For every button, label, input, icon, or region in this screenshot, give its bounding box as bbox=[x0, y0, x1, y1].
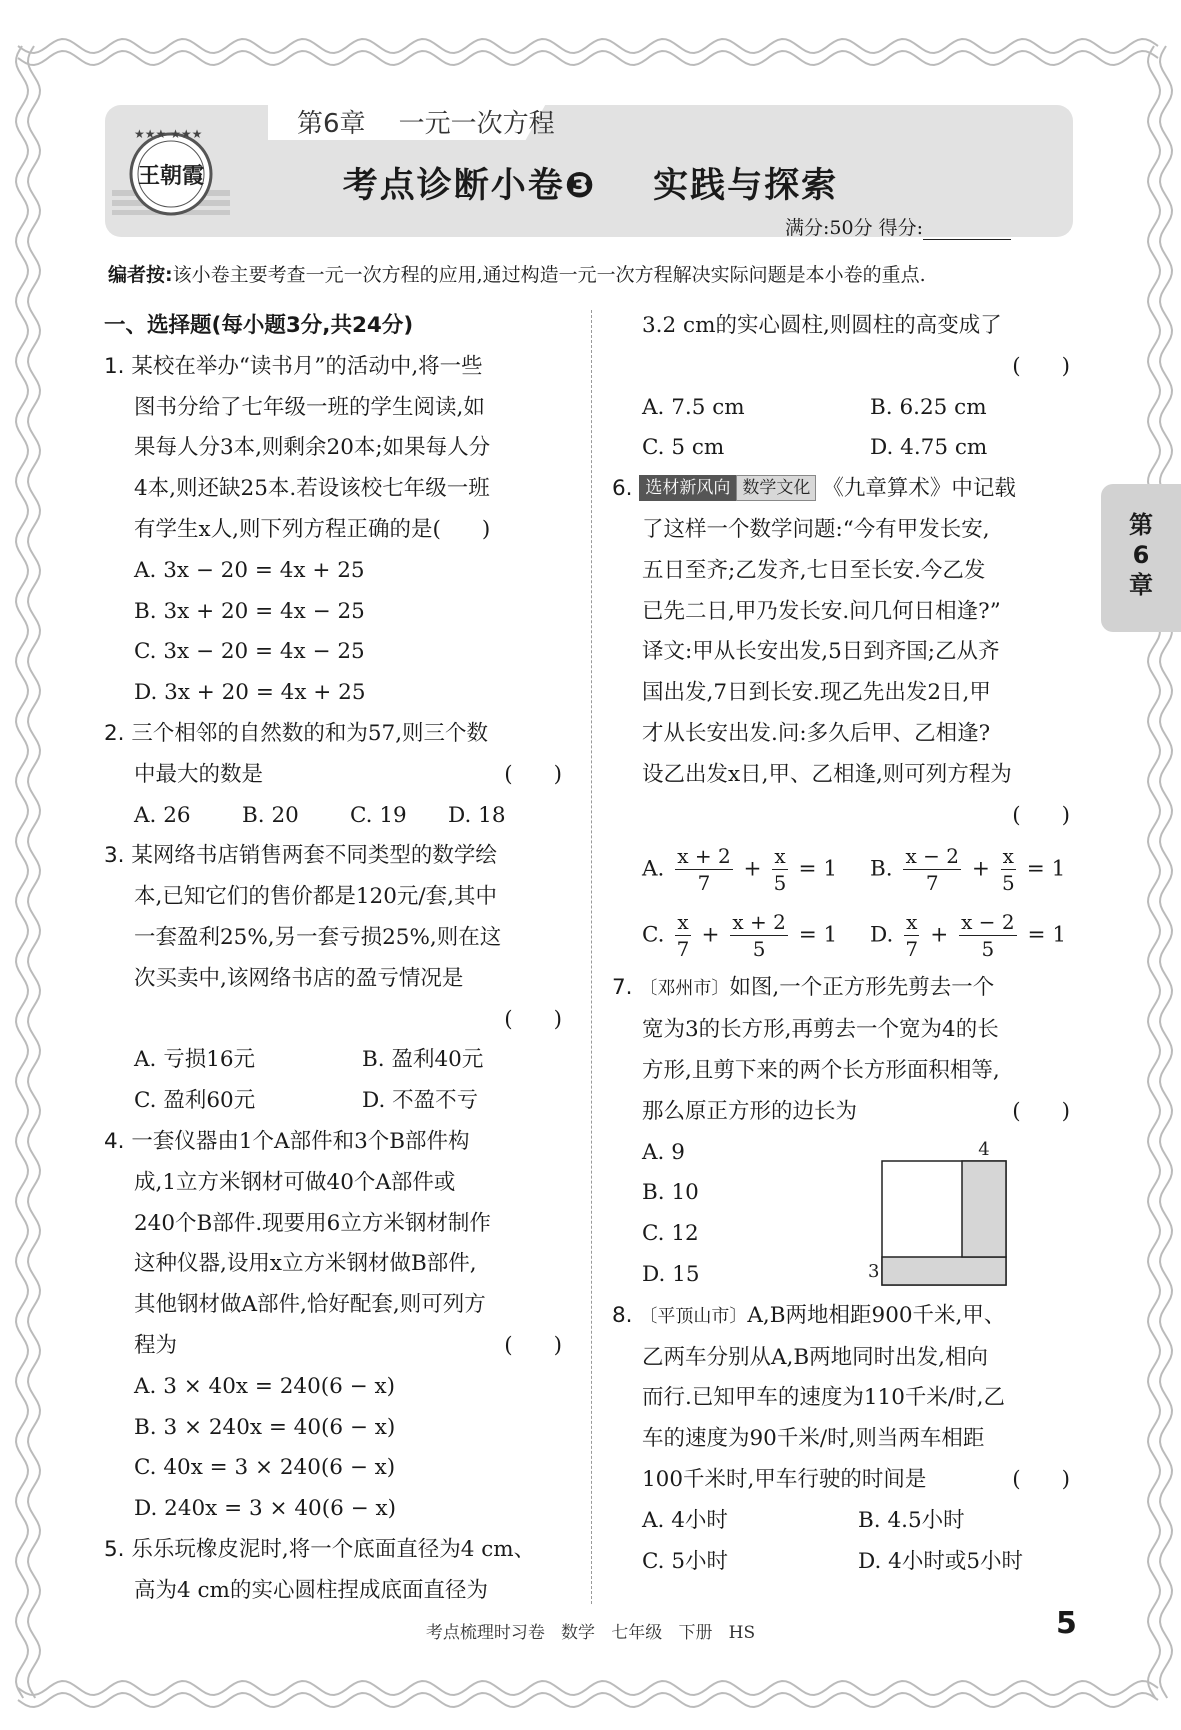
editor-note-label: 编者按: bbox=[108, 264, 173, 286]
plus-sign: + bbox=[930, 922, 949, 948]
score-blank bbox=[923, 221, 1011, 240]
option-d: D. 4小时或5小时 bbox=[858, 1548, 1023, 1574]
options-row bbox=[612, 836, 1082, 902]
question-text: 某网络书店销售两套不同类型的数学绘 bbox=[131, 843, 497, 869]
option-d: D. 不盈不亏 bbox=[362, 1088, 479, 1114]
denominator: 5 bbox=[752, 936, 766, 961]
option-a: A. 26 bbox=[134, 802, 191, 828]
question-2 bbox=[104, 714, 574, 836]
question-text: 那么原正方形的边长为 bbox=[642, 1098, 858, 1124]
numerator: x bbox=[1002, 843, 1014, 868]
option-b: B. 20 bbox=[242, 802, 299, 828]
options-row bbox=[104, 1081, 574, 1122]
option-d: D. 18 bbox=[448, 802, 506, 828]
option-d: D. 15 bbox=[642, 1261, 700, 1287]
option-c: C. 12 bbox=[642, 1221, 699, 1247]
options-row bbox=[612, 902, 1082, 968]
question-number: 8. bbox=[612, 1302, 633, 1328]
equation-rhs: = 1 bbox=[1026, 856, 1066, 882]
question-text: 而行.已知甲车的速度为110千米/时,乙 bbox=[642, 1385, 1005, 1411]
option-d: D. 3x + 20 = 4x + 25 bbox=[134, 680, 366, 706]
question-text: 3.2 cm的实心圆柱,则圆柱的高变成了 bbox=[642, 313, 1002, 338]
equation-rhs: = 1 bbox=[798, 922, 838, 948]
fraction bbox=[1001, 843, 1016, 896]
option-a bbox=[642, 843, 870, 896]
question-number: 2. bbox=[104, 720, 125, 746]
option-b: B. 6.25 cm bbox=[870, 394, 987, 420]
page-number: 5 bbox=[1056, 1606, 1077, 1641]
svg-text:★★★ ★★★: ★★★ ★★★ bbox=[134, 127, 203, 141]
denominator: 7 bbox=[676, 936, 690, 961]
question-number: 1. bbox=[104, 353, 125, 379]
equation-rhs: = 1 bbox=[798, 856, 838, 882]
plus-sign: + bbox=[971, 856, 990, 882]
option-c bbox=[642, 909, 870, 962]
question-text: 高为4 cm的实心圆柱捏成底面直径为 bbox=[134, 1577, 488, 1603]
denominator: 7 bbox=[697, 870, 711, 895]
chapter-label: 第6章 一元一次方程 bbox=[297, 109, 555, 139]
question-1 bbox=[104, 347, 574, 714]
numerator: x − 2 bbox=[905, 843, 959, 868]
chapter-side-label bbox=[1101, 510, 1181, 600]
score-line bbox=[785, 213, 1011, 240]
equation-rhs: = 1 bbox=[1027, 922, 1066, 948]
option-c: C. 盈利60元 bbox=[134, 1088, 256, 1114]
question-text: 果每人分3本,则剩余20本;如果每人分 bbox=[134, 435, 491, 461]
answer-bracket: ( ) bbox=[504, 1006, 562, 1032]
section-heading: 一、选择题(每小题3分,共24分) bbox=[104, 313, 414, 338]
option-b: B. 3 × 240x = 40(6 − x) bbox=[134, 1414, 396, 1440]
editor-note-text: 该小卷主要考查一元一次方程的应用,通过构造一元一次方程解决实际问题是本小卷的重点. bbox=[172, 264, 926, 286]
answer-bracket: ( ) bbox=[504, 1332, 562, 1358]
answer-bracket: ( ) bbox=[1012, 353, 1070, 379]
denominator: 5 bbox=[1001, 870, 1015, 895]
fraction bbox=[675, 843, 732, 896]
tag-new-trend: 选材新风向 bbox=[639, 475, 736, 501]
label-3: 3 bbox=[868, 1261, 880, 1282]
numerator: x + 2 bbox=[732, 909, 786, 934]
option-c: C. 40x = 3 × 240(6 − x) bbox=[134, 1455, 396, 1481]
question-text: 了这样一个数学问题:“今有甲发长安, bbox=[642, 516, 990, 542]
question-text: 设乙出发x日,甲、乙相逢,则可列方程为 bbox=[642, 761, 1012, 787]
question-text: 一套盈利25%,另一套亏损25%,则在这 bbox=[134, 924, 502, 950]
question-text: 已先二日,甲乃发长安.问几何日相逢?” bbox=[642, 598, 1001, 624]
option-c: C. 5小时 bbox=[642, 1548, 729, 1574]
question-8 bbox=[612, 1296, 1082, 1583]
plus-sign: + bbox=[701, 922, 720, 948]
option-b bbox=[870, 843, 1065, 896]
question-3 bbox=[104, 836, 574, 1122]
denominator: 5 bbox=[981, 936, 995, 961]
column-divider bbox=[591, 310, 592, 1604]
fraction bbox=[772, 843, 787, 896]
question-text: 本,已知它们的售价都是120元/套,其中 bbox=[134, 884, 497, 910]
fraction bbox=[730, 909, 787, 962]
question-5-continued bbox=[612, 306, 1082, 469]
option-c: C. 5 cm bbox=[642, 435, 725, 461]
numerator: x + 2 bbox=[677, 843, 731, 868]
options-row bbox=[612, 388, 1082, 429]
option-a: A. 3 × 40x = 240(6 − x) bbox=[134, 1373, 396, 1399]
option-a: A. 7.5 cm bbox=[642, 394, 745, 420]
answer-bracket: ( ) bbox=[1012, 1466, 1070, 1492]
cut-rect-width-4 bbox=[962, 1161, 1006, 1257]
question-4 bbox=[104, 1122, 574, 1530]
denominator: 5 bbox=[773, 870, 787, 895]
question-text: 成,1立方米钢材可做40个A部件或 bbox=[134, 1169, 456, 1195]
question-text: 乙两车分别从A,B两地同时出发,相向 bbox=[642, 1344, 988, 1370]
numerator: x bbox=[677, 909, 689, 934]
question-text: 如图,一个正方形先剪去一个 bbox=[729, 975, 995, 1001]
question-text: 译文:甲从长安出发,5日到齐国;乙从齐 bbox=[642, 639, 1000, 665]
region-tag: 〔邓州市〕 bbox=[639, 978, 730, 1000]
option-label: C. bbox=[642, 922, 665, 948]
question-text: 三个相邻的自然数的和为57,则三个数 bbox=[131, 720, 489, 746]
fraction bbox=[903, 843, 960, 896]
option-a: A. 4小时 bbox=[642, 1507, 728, 1533]
right-column bbox=[612, 306, 1082, 1582]
question-text: 100千米时,甲车行驶的时间是 bbox=[642, 1466, 927, 1492]
side-tab-line: 6 bbox=[1132, 541, 1150, 569]
question-text: 其他钢材做A部件,恰好配套,则可列方 bbox=[134, 1292, 486, 1318]
region-tag: 〔平顶山市〕 bbox=[639, 1305, 748, 1327]
question-number: 7. bbox=[612, 975, 633, 1001]
question-text: A,B两地相距900千米,甲、 bbox=[747, 1302, 1006, 1328]
question-text: 中最大的数是 bbox=[134, 761, 264, 787]
option-c: C. 3x − 20 = 4x − 25 bbox=[134, 639, 365, 665]
question-text: 宽为3的长方形,再剪去一个宽为4的长 bbox=[642, 1017, 999, 1043]
question-number: 3. bbox=[104, 843, 125, 869]
option-b: B. 3x + 20 = 4x − 25 bbox=[134, 598, 365, 624]
option-b: B. 4.5小时 bbox=[858, 1507, 965, 1533]
question-5 bbox=[104, 1530, 574, 1612]
question-text: 240个B部件.现要用6立方米钢材制作 bbox=[134, 1210, 491, 1236]
question-text: 图书分给了七年级一班的学生阅读,如 bbox=[134, 394, 485, 420]
numerator: x bbox=[774, 843, 786, 868]
logo-text: 王朝霞 bbox=[137, 164, 205, 189]
square-figure bbox=[868, 1139, 1028, 1293]
fraction bbox=[959, 909, 1016, 962]
question-number: 6. bbox=[612, 476, 633, 502]
fraction bbox=[675, 909, 690, 962]
denominator: 7 bbox=[925, 870, 939, 895]
question-number: 4. bbox=[104, 1128, 125, 1154]
option-label: D. bbox=[870, 922, 894, 948]
answer-bracket: ( ) bbox=[504, 761, 562, 787]
option-a: A. 亏损16元 bbox=[134, 1047, 256, 1073]
options-row bbox=[612, 1542, 1082, 1583]
option-b: B. 盈利40元 bbox=[362, 1047, 484, 1073]
answer-bracket: ( ) bbox=[1012, 1098, 1070, 1124]
numerator: x − 2 bbox=[961, 909, 1015, 934]
option-c: C. 19 bbox=[350, 802, 407, 828]
question-text: 才从长安出发.问:多久后甲、乙相逢? bbox=[642, 720, 991, 746]
option-d bbox=[870, 909, 1066, 962]
option-a: A. 3x − 20 = 4x + 25 bbox=[134, 557, 365, 583]
question-text: 某校在举办“读书月”的活动中,将一些 bbox=[131, 353, 483, 379]
options-row bbox=[104, 796, 574, 837]
answer-bracket: ( ) bbox=[1012, 802, 1070, 828]
fraction bbox=[904, 909, 919, 962]
option-d: D. 4.75 cm bbox=[870, 435, 988, 461]
denominator: 7 bbox=[905, 936, 919, 961]
footer-text: 考点梳理时习卷 数学 七年级 下册 HS bbox=[425, 1623, 756, 1643]
tag-math-culture: 数学文化 bbox=[736, 475, 816, 501]
score-label: 满分:50分 得分: bbox=[785, 217, 924, 239]
plus-sign: + bbox=[743, 856, 762, 882]
question-text: 4本,则还缺25本.若设该校七年级一班 bbox=[134, 476, 490, 502]
options-row bbox=[612, 428, 1082, 469]
label-4: 4 bbox=[978, 1139, 990, 1160]
question-number: 5. bbox=[104, 1536, 125, 1562]
question-text: 一套仪器由1个A部件和3个B部件构 bbox=[131, 1128, 470, 1154]
options-row bbox=[612, 1501, 1082, 1542]
editor-note bbox=[108, 260, 926, 287]
question-6 bbox=[612, 469, 1082, 968]
question-text: 有学生x人,则下列方程正确的是( ) bbox=[134, 516, 491, 542]
option-d: D. 240x = 3 × 40(6 − x) bbox=[134, 1496, 396, 1522]
page-title: 考点诊断小卷❸ 实践与探索 bbox=[342, 166, 839, 206]
option-a: A. 9 bbox=[642, 1139, 685, 1165]
side-tab-line: 第 bbox=[1129, 511, 1153, 539]
question-text: 《九章算术》中记载 bbox=[822, 476, 1016, 502]
question-text: 车的速度为90千米/时,则当两车相距 bbox=[642, 1426, 985, 1452]
question-text: 方形,且剪下来的两个长方形面积相等, bbox=[642, 1057, 1000, 1083]
question-text: 程为 bbox=[134, 1332, 178, 1358]
options-row bbox=[104, 1040, 574, 1081]
left-column bbox=[104, 306, 574, 1612]
question-text: 这种仪器,设用x立方米钢材做B部件, bbox=[134, 1251, 477, 1277]
question-text: 次买卖中,该网络书店的盈亏情况是 bbox=[134, 965, 464, 991]
question-text: 国出发,7日到长安.现乙先出发2日,甲 bbox=[642, 680, 991, 706]
cut-rect-width-3 bbox=[882, 1257, 1006, 1285]
option-label: A. bbox=[642, 856, 665, 882]
side-tab-line: 章 bbox=[1129, 571, 1153, 599]
question-text: 乐乐玩橡皮泥时,将一个底面直径为4 cm、 bbox=[131, 1536, 536, 1562]
option-label: B. bbox=[870, 856, 893, 882]
numerator: x bbox=[906, 909, 918, 934]
option-b: B. 10 bbox=[642, 1180, 699, 1206]
question-text: 五日至齐;乙发齐,七日至长安.今乙发 bbox=[642, 557, 986, 583]
